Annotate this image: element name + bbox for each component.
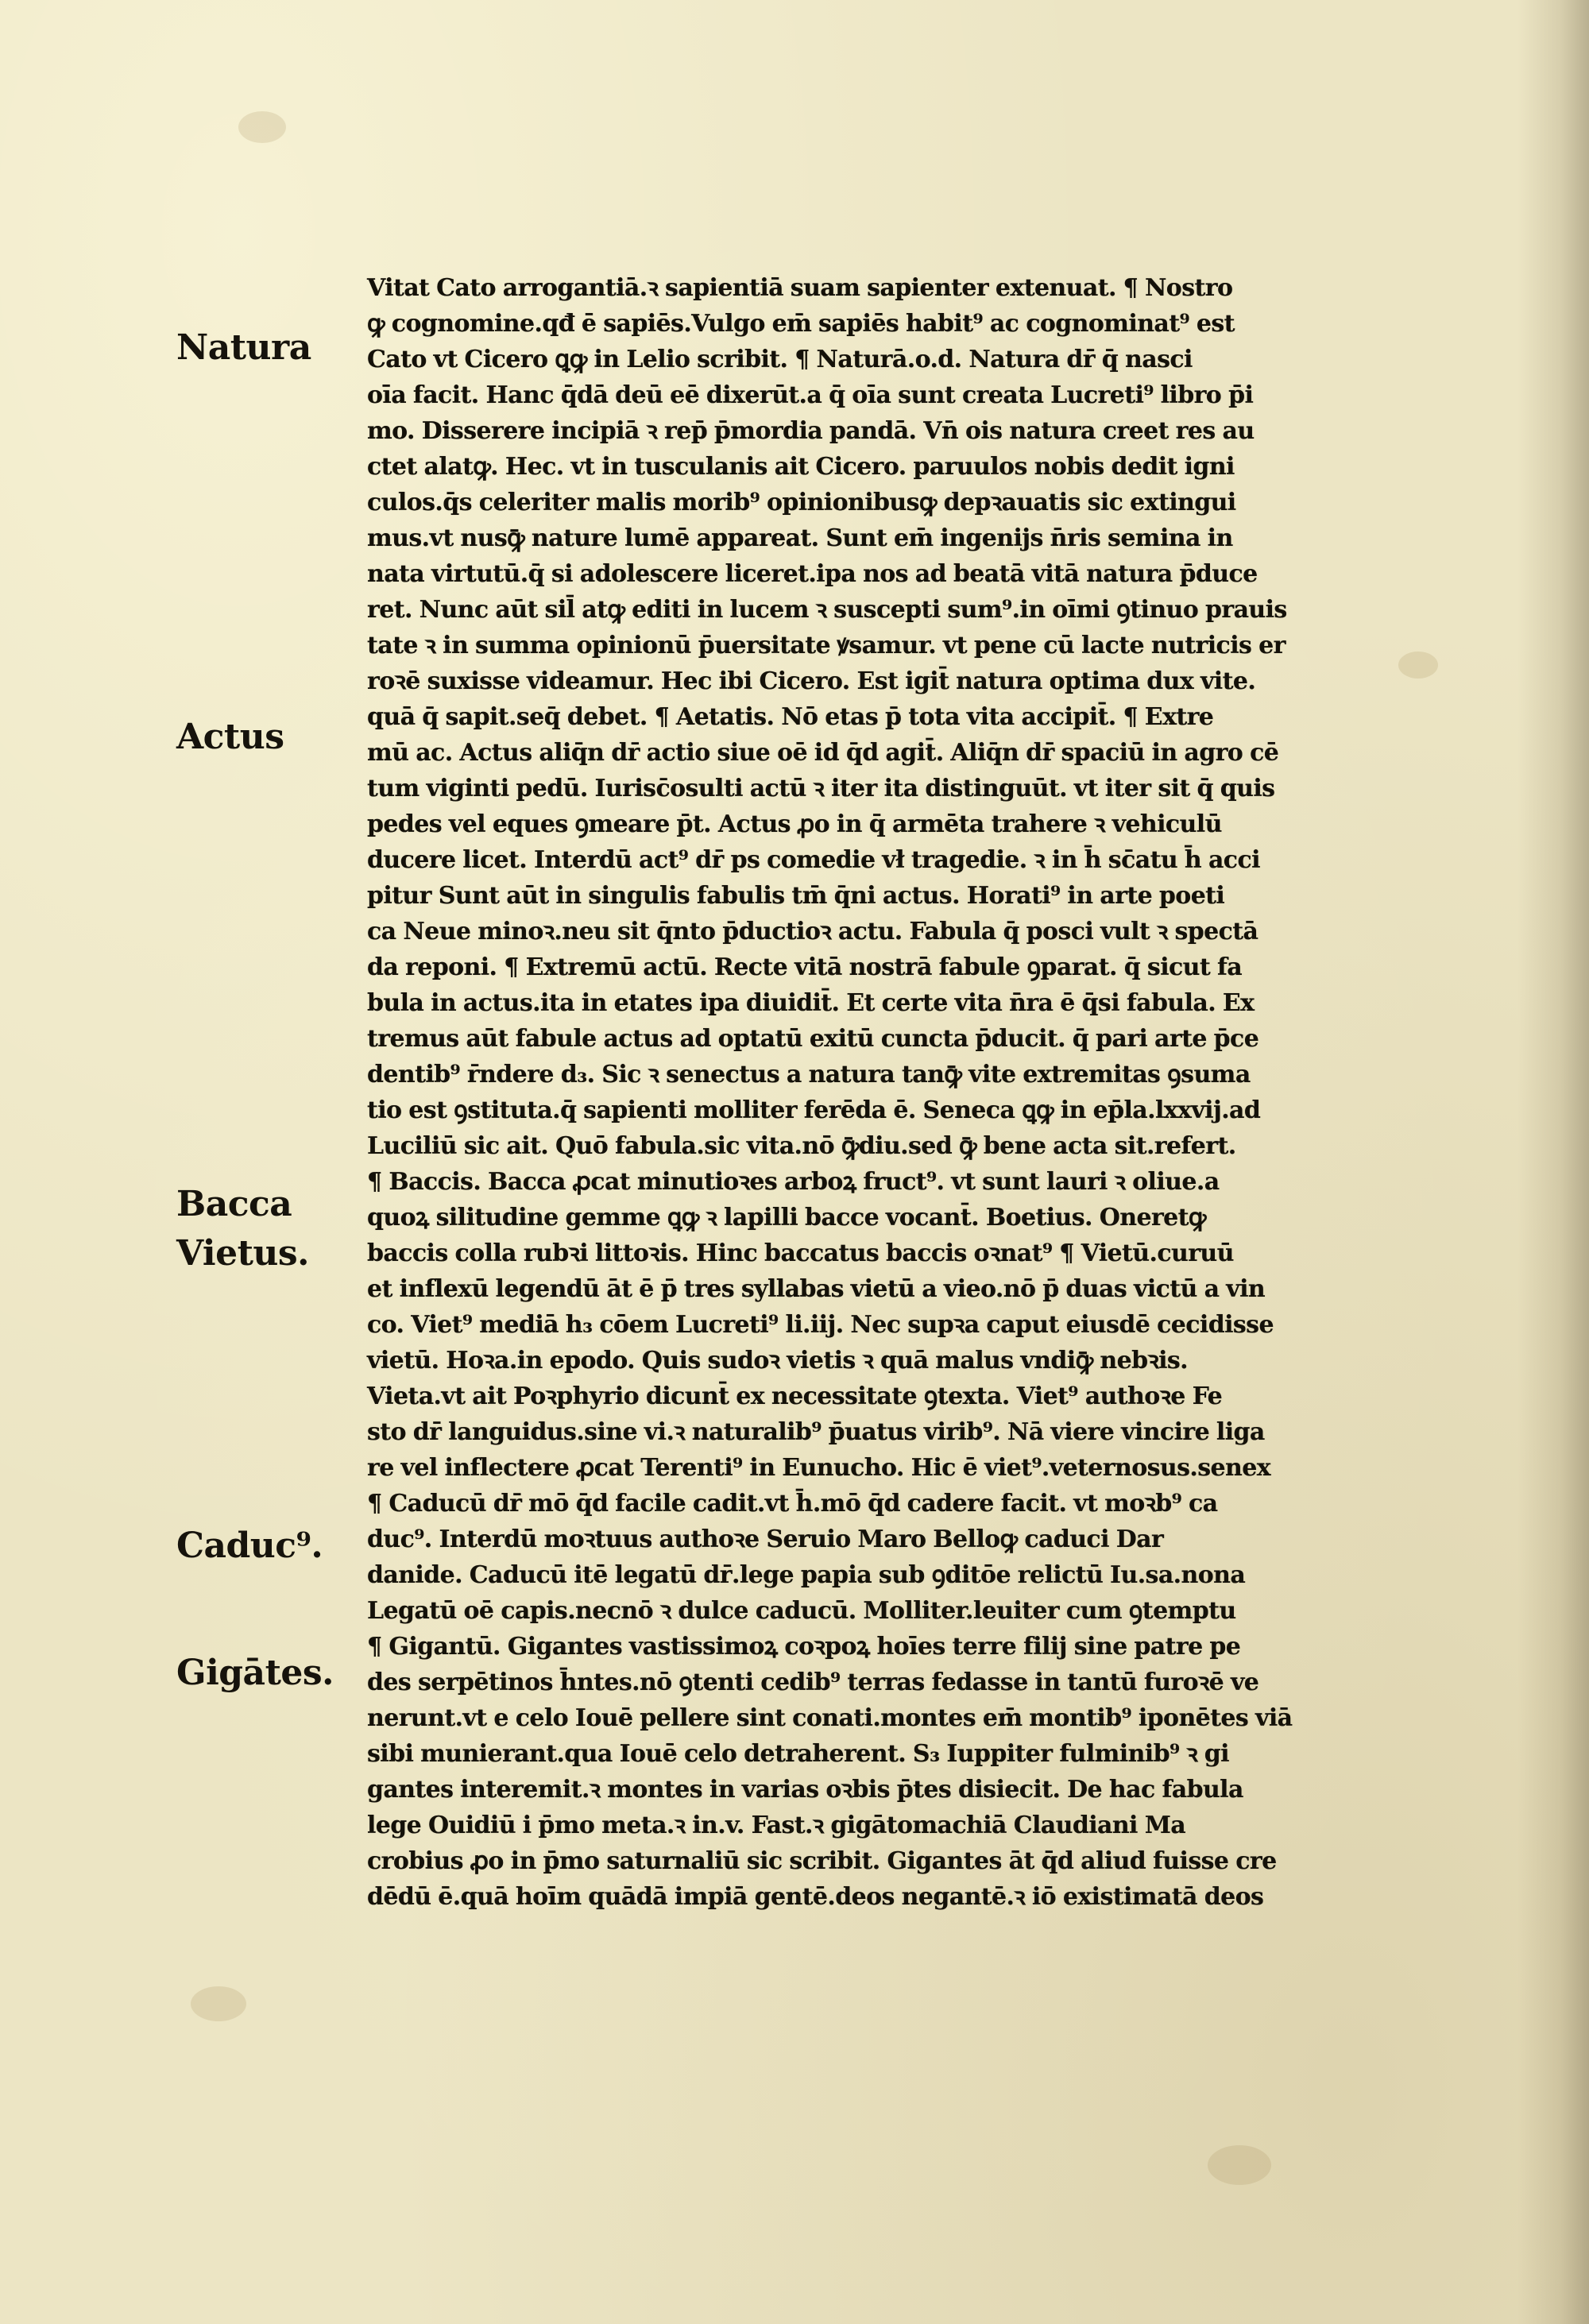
- text-line: dēdū ē.quā hoīm quādā impiā gentē.deos negantē.ꝛ iō existimatā deos: [367, 1883, 1264, 1911]
- text-line: da reponi. ¶ Extremū actū. Recte vitā nostrā fabule ꝯparat. q̄ sicut fa: [367, 953, 1243, 981]
- text-line: tio est ꝯstituta.q̄ sapienti molliter ferēda ē. Seneca ꝗꝙ in ep̄la.lxxvij.ad: [367, 1096, 1261, 1124]
- text-line: ¶ Baccis. Bacca ꝓcat minutioꝛes arboꝝ fruct⁹. vt sunt lauri ꝛ oliue.a: [367, 1168, 1220, 1196]
- text-line: des serpētinos h̄ntes.nō ꝯtenti cedib⁹ terras fedasse in tantū furoꝛē ve: [367, 1669, 1259, 1696]
- text-line: tate ꝛ in summa opinionū p̄uersitate ꝟsamur. vt pene cū lacte nutricis er: [367, 632, 1286, 659]
- text-line: ꝙ cognomine.qđ ē sapiēs.Vulgo em̄ sapiēs habit⁹ ac cognominat⁹ est: [367, 310, 1235, 338]
- text-line: quā q̄ sapit.seq̄ debet. ¶ Aetatis. Nō etas p̄ tota vita accipit̄. ¶ Extre: [367, 703, 1214, 731]
- text-line: sibi munierant.qua Iouē celo detraherent. S₃ Iuppiter fulminib⁹ ꝛ gi: [367, 1740, 1229, 1768]
- text-line: roꝛē suxisse videamur. Hec ibi Cicero. Est igit̄ natura optima dux vite.: [367, 667, 1256, 695]
- text-line: mū ac. Actus aliq̄n dr̄ actio siue oē id q̄d agit̄. Aliq̄n dr̄ spaciū in agro cē: [367, 739, 1279, 767]
- text-line: ctet alatꝙ. Hec. vt in tusculanis ait Cicero. paruulos nobis dedit igni: [367, 453, 1235, 481]
- text-line: mus.vt nusꝙ̄ nature lumē appareat. Sunt em̄ ingenijs n̄ris semina in: [367, 524, 1233, 552]
- margin-note-bacca: Bacca: [176, 1184, 292, 1224]
- text-line: ret. Nunc aūt sil̄ atꝙ editi in lucem ꝛ suscepti sum⁹.in oīmi ꝯtinuo prauis: [367, 596, 1287, 624]
- text-line: pedes vel eques ꝯmeare p̄t. Actus ꝓo in q̄ armēta trahere ꝛ vehiculū: [367, 810, 1222, 838]
- text-line: pitur Sunt aūt in singulis fabulis tm̄ q̄ni actus. Horati⁹ in arte poeti: [367, 882, 1225, 910]
- text-line: nerunt.vt e celo Iouē pellere sint conati.montes em̄ montib⁹ iponētes viā: [367, 1704, 1293, 1732]
- margin-note-gigantes: Gigātes.: [176, 1653, 334, 1693]
- margin-note-actus: Actus: [176, 717, 284, 757]
- text-line: tum viginti pedū. Iurisc̄osulti actū ꝛ iter ita distinguūt. vt iter sit q̄ quis: [367, 775, 1275, 802]
- text-line: crobius ꝓo in p̄mo saturnaliū sic scribit. Gigantes āt q̄d aliud fuisse cre: [367, 1847, 1277, 1875]
- margin-note-caducus: Caduc⁹.: [176, 1525, 323, 1566]
- text-line: culos.q̄s celeriter malis morib⁹ opinionibusꝙ depꝛauatis sic extingui: [367, 489, 1236, 516]
- text-line: co. Viet⁹ mediā h₃ cōem Lucreti⁹ li.iij. Nec supꝛa caput eiusdē cecidisse: [367, 1311, 1274, 1339]
- text-line: et inflexū legendū āt ē p̄ tres syllabas vietū a vieo.nō p̄ duas victū a vin: [367, 1275, 1266, 1303]
- text-line: Legatū oē capis.necnō ꝛ dulce caducū. Molliter.leuiter cum ꝯtemptu: [367, 1597, 1236, 1625]
- text-line: oīa facit. Hanc q̄dā deū eē dixerūt.a q̄ oīa sunt creata Lucreti⁹ libro p̄i: [367, 381, 1254, 409]
- main-text-block: [367, 270, 1436, 1915]
- text-line: duc⁹. Interdū moꝛtuus authoꝛe Seruio Maro Belloꝙ caduci Dar: [367, 1525, 1164, 1553]
- text-line: nata virtutū.q̄ si adolescere liceret.ipa nos ad beatā vitā natura p̄duce: [367, 560, 1258, 588]
- text-line: gantes interemit.ꝛ montes in varias oꝛbis p̄tes disiecit. De hac fabula: [367, 1776, 1243, 1804]
- text-line: ¶ Caducū dr̄ mō q̄d facile cadit.vt h̄.mō q̄d cadere facit. vt moꝛb⁹ ca: [367, 1490, 1218, 1518]
- text-line: lege Ouidiū i p̄mo meta.ꝛ in.v. Fast.ꝛ gigātomachiā Claudiani Ma: [367, 1812, 1186, 1839]
- text-line: Vieta.vt ait Poꝛphyrio dicunt̄ ex necessitate ꝯtexta. Viet⁹ authoꝛe Fe: [367, 1382, 1223, 1410]
- text-line: bula in actus.ita in etates ipa diuidit̄. Et certe vita n̄ra ē q̄si fabula. Ex: [367, 989, 1255, 1017]
- text-line: Luciliū sic ait. Quō fabula.sic vita.nō ꝙ̄diu.sed ꝙ̄ bene acta sit.refert.: [367, 1132, 1236, 1160]
- binding-gutter-shadow: [1517, 0, 1589, 2324]
- text-line: ¶ Gigantū. Gigantes vastissimoꝝ coꝛpoꝝ hoīes terre filij sine patre pe: [367, 1633, 1241, 1661]
- text-line: dentib⁹ r̄ndere d₃. Sic ꝛ senectus a natura tanꝙ̄ vite extremitas ꝯsuma: [367, 1061, 1251, 1089]
- text-line: ducere licet. Interdū act⁹ dr̄ ps comedie vł tragedie. ꝛ in h̄ sc̄atu h̄ acci: [367, 846, 1260, 874]
- margin-notes: [0, 0, 365, 2324]
- text-line: tremus aūt fabule actus ad optatū exitū cuncta p̄ducit. q̄ pari arte p̄ce: [367, 1025, 1259, 1053]
- text-line: baccis colla rubꝛi littoꝛis. Hinc baccatus baccis oꝛnat⁹ ¶ Vietū.curuū: [367, 1239, 1234, 1267]
- text-line: Cato vt Cicero ꝗꝙ in Lelio scribit. ¶ Naturā.o.d. Natura dr̄ q̄ nasci: [367, 346, 1193, 373]
- text-line: mo. Disserere incipiā ꝛ rep̄ p̄mordia pandā. Vn̄ ois natura creet res au: [367, 417, 1255, 445]
- margin-note-natura: Natura: [176, 327, 311, 368]
- text-line: re vel inflectere ꝓcat Terenti⁹ in Eunucho. Hic ē viet⁹.veternosus.senex: [367, 1454, 1271, 1482]
- margin-note-vietus: Vietus.: [176, 1233, 309, 1274]
- text-line: danide. Caducū itē legatū dr̄.lege papia sub ꝯditōe relictū Iu.sa.nona: [367, 1561, 1246, 1589]
- text-line: ca Neue minoꝛ.neu sit q̄nto p̄ductioꝛ actu. Fabula q̄ posci vult ꝛ spectā: [367, 918, 1258, 945]
- text-line: vietū. Hoꝛa.in epodo. Quis sudoꝛ vietis ꝛ quā malus vndiꝙ̄ nebꝛis.: [367, 1347, 1189, 1375]
- text-line: quoꝝ silitudine gemme ꝗꝙ ꝛ lapilli bacce vocant̄. Boetius. Oneretꝙ: [367, 1204, 1206, 1232]
- text-line: sto dr̄ languidus.sine vi.ꝛ naturalib⁹ p̄uatus virib⁹. Nā viere vincire liga: [367, 1418, 1265, 1446]
- text-line: Vitat Cato arrogantiā.ꝛ sapientiā suam sapienter extenuat. ¶ Nostro: [367, 274, 1233, 302]
- stain: [1208, 2145, 1271, 2185]
